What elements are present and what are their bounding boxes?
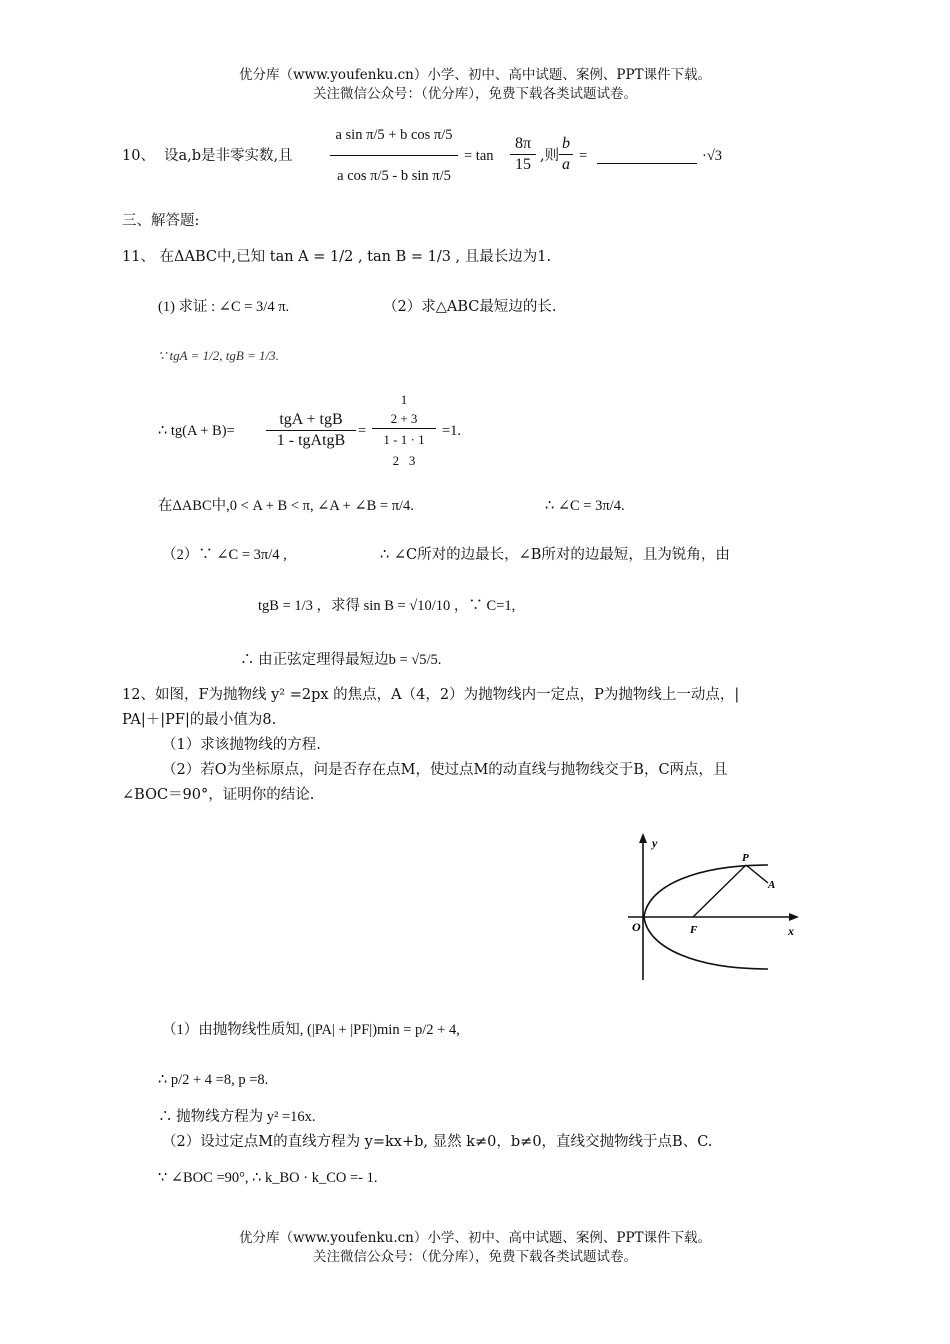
q11-part2: （2）求△ABC最短边的长. [383, 299, 557, 315]
section-3-title: 三、解答题: [122, 213, 200, 229]
label-a: A [768, 879, 776, 891]
q11-part2-given: （2）∵ ∠C = 3π/4 , [162, 547, 287, 563]
q10-rhs-num: 8π [510, 134, 536, 155]
q10-answer-blank [597, 163, 697, 164]
q11-numeric-fraction: 1 2 + 3 1 - 1 · 1 2 3 [372, 390, 436, 471]
q12-sol-4: （2）设过定点M的直线方程为 y=kx+b, 显然 k≠0，b≠0，直线交抛物线于点B、C. [162, 1134, 713, 1150]
q11-sinb: tgB = 1/3 ，求得 sin B = √10/10 ，∵ C=1, [258, 598, 516, 614]
q10-then: ,则 [540, 148, 560, 164]
q10-answer: ·√3 [702, 148, 723, 164]
header-line-2: 关注微信公众号：（优分库），免费下载各类试题试卷。 [313, 86, 637, 102]
header-line-1: 优分库（www.youfenku.cn）小学、初中、高中试题、案例、PPT课件下载。 [238, 67, 712, 83]
question-10: 10、 设a,b是非零实数,且 $\frac{\text{a sin π/5 + b cos π/5}}{\text{a cos π/5 - b sin π/5}}$ = tan $\frac{8\pi}{15}$ ,则 $\frac{b}{a}$ = ·√3 [122, 115, 842, 205]
q10-stem: 设a,b是非零实数,且 [164, 148, 293, 164]
q10-ask-fraction [559, 134, 573, 175]
q11-part2-reason: ∴ ∠C所对的边最长，∠B所对的边最短，且为锐角，由 [380, 547, 730, 563]
q11-tan-sum-fraction [266, 410, 356, 451]
footer-line-1: 优分库（www.youfenku.cn）小学、初中、高中试题、案例、PPT课件下载。 [238, 1230, 712, 1246]
q12-sol-3: ∴ 抛物线方程为 y² =16x. [158, 1109, 316, 1125]
label-x: x [788, 924, 794, 938]
label-p: P [742, 852, 749, 864]
q10-rhs-den: 15 [515, 156, 531, 173]
footer-line-2: 关注微信公众号：（优分库），免费下载各类试题试卷。 [313, 1249, 637, 1265]
q11-tan-sum-num: tgA + tgB [266, 410, 356, 431]
q10-denominator: a cos π/5 - b sin π/5 [337, 168, 451, 184]
q11-tan-sum-lhs: ∴ tg(A + B)= [158, 423, 235, 439]
q11-part1: (1) 求证 : ∠C = 3/4 π. [158, 299, 290, 315]
q10-ask-num: b [559, 134, 573, 155]
q10-numerator: a sin π/5 + b cos π/5 [330, 115, 458, 156]
q10-rhs-fraction [510, 134, 536, 175]
q11-result: ∴ 由正弦定理得最短边b = √5/5. [240, 652, 442, 668]
q11-tan-sum: ∴ tg(A + B)= tgA + tgB 1 - tgAtgB = 1 2 + 3 1 - 1 · 1 2 3 =1. [158, 390, 558, 480]
q12-sol-5: ∵ ∠BOC =90°, ∴ k_BO · k_CO =- 1. [158, 1170, 378, 1186]
label-y: y [652, 836, 658, 850]
q10-main-fraction [330, 115, 458, 196]
parabola-figure [608, 825, 808, 985]
segment-pa [746, 865, 768, 883]
q11-angle-c: ∴ ∠C = 3π/4. [545, 498, 625, 514]
q12-sol-2: ∴ p/2 + 4 =8, p =8. [158, 1072, 269, 1088]
q11-stem: 11、 在ΔABC中,已知 tan A = 1/2 , tan B = 1/3 , 且最长边为1. [122, 249, 552, 265]
x-axis-arrow [789, 913, 799, 921]
label-o: O [632, 920, 641, 934]
q12-sol-1: （1）由抛物线性质知, (|PA| + |PF|)min = p/2 + 4, [162, 1022, 460, 1038]
q11-tan-sum-den: 1 - tgAtgB [276, 432, 346, 449]
y-axis-arrow [639, 833, 647, 843]
q12-stem-a: 12、如图，F为抛物线 y² =2px 的焦点，A（4，2）为抛物线内一定点，P为抛物线上一动点，| [122, 687, 740, 703]
q12-part1: （1）求该抛物线的方程. [162, 737, 321, 753]
q12-part2-a: （2）若O为坐标原点，问是否存在点M，使过点M的动直线与抛物线交于B，C两点，且 [162, 762, 728, 778]
q11-angle-sum: 在ΔABC中,0 < A + B < π, ∠A + ∠B = π/4. [158, 498, 414, 514]
q11-given: ∵ tgA = 1/2, tgB = 1/3. [158, 348, 279, 363]
q12-part2-b: ∠BOC＝90°，证明你的结论. [122, 787, 315, 803]
q12-stem-b: PA|＋|PF|的最小值为8. [122, 712, 277, 728]
q10-equals: = tan [464, 148, 494, 164]
label-f: F [690, 924, 698, 936]
q10-ask-den: a [562, 156, 570, 173]
q10-number: 10、 [122, 148, 155, 164]
q11-tan-sum-end: =1. [442, 423, 462, 439]
